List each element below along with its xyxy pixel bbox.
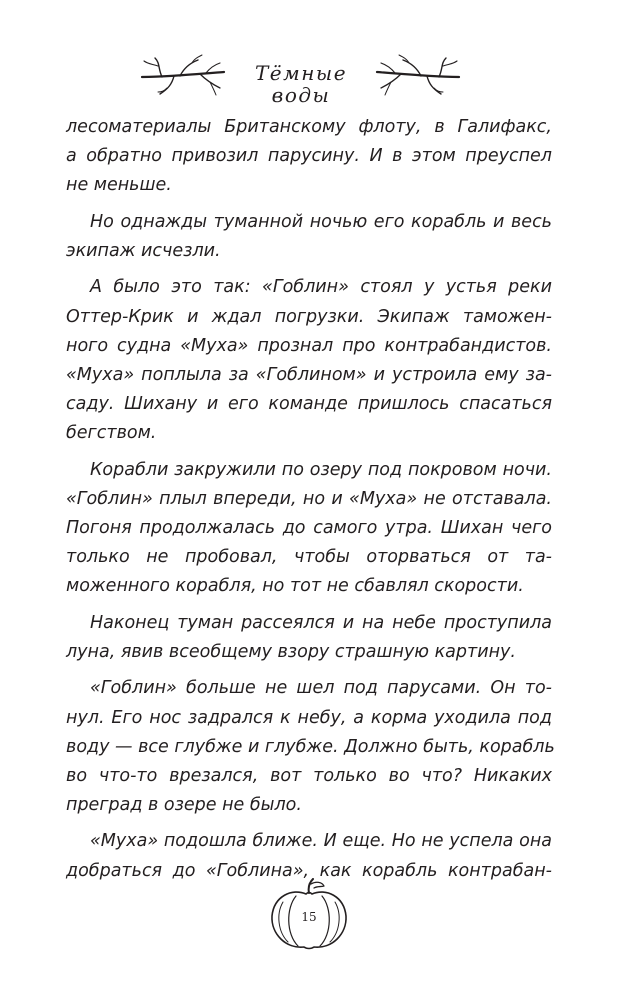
paragraph-gap xyxy=(66,602,552,609)
branch-ornament-icon xyxy=(375,54,461,98)
text-line: не меньше. xyxy=(66,175,172,196)
text-line: ного судна «Муха» прознал про контрабандистов. xyxy=(66,335,552,356)
text-line: моженного корабля, но тот не сбавлял скорости. xyxy=(66,576,524,597)
paragraph-gap xyxy=(66,448,552,455)
paragraph xyxy=(66,674,555,820)
page-number: 15 xyxy=(301,910,317,924)
text-line: «Муха» поплыла за «Гоблином» и устроила ему за- xyxy=(66,364,552,385)
text-line: «Гоблин» больше не шел под парусами. Он то- xyxy=(90,678,552,699)
text-line: только не пробовал, чтобы оторваться от та- xyxy=(66,547,552,568)
running-header xyxy=(0,52,619,107)
text-line: Погоня продолжалась до самого утра. Шихан чего xyxy=(66,518,552,538)
paragraph xyxy=(66,273,552,448)
text-line: луна, явив всеобщему взору страшную картину. xyxy=(66,641,516,662)
text-line: Оттер-Крик и ждал погрузки. Экипаж таможен- xyxy=(66,306,552,327)
text-line: преград в озере не было. xyxy=(66,795,302,816)
paragraph-gap xyxy=(66,201,552,208)
text-line: лесоматериалы Британскому флоту, в Галифакс, xyxy=(66,117,552,137)
paragraph xyxy=(66,208,552,266)
paragraph xyxy=(66,609,552,667)
text-line: воду — все глубже и глубже. Должно быть, корабль xyxy=(66,736,555,757)
paragraph-gap xyxy=(66,266,552,273)
text-line: Корабли закружили по озеру под покровом ночи. xyxy=(90,459,552,480)
page-folio xyxy=(266,878,352,952)
text-line: бегством. xyxy=(66,423,157,444)
text-line: нул. Его нос задрался к небу, а корма уходила под xyxy=(66,707,552,728)
paragraph xyxy=(66,456,552,602)
branch-ornament-icon xyxy=(140,54,226,98)
text-line: А было это так: «Гоблин» стоял у устья реки xyxy=(90,277,552,298)
text-line: Наконец туман рассеялся и на небе проступила xyxy=(90,612,552,633)
paragraph xyxy=(66,113,552,201)
text-line: «Гоблин» плыл впереди, но и «Муха» не отставала. xyxy=(66,488,552,509)
paragraph-gap xyxy=(66,820,552,827)
running-title: Тёмные воды xyxy=(254,61,348,107)
body-text xyxy=(66,113,555,886)
text-line: экипаж исчезли. xyxy=(66,240,221,261)
paragraph-gap xyxy=(66,667,552,674)
text-line: во что-то врезался, вот только во что? Никаких xyxy=(66,765,552,786)
text-line: «Муха» подошла ближе. И еще. Но не успела она xyxy=(90,831,552,852)
text-line: Но однажды туманной ночью его корабль и весь xyxy=(90,211,552,232)
text-line: добраться до «Гоблина», как корабль контрабан- xyxy=(66,860,552,881)
text-line: а обратно привозил парусину. И в этом преуспел xyxy=(66,146,552,167)
text-line: саду. Шихану и его команде пришлось спасаться xyxy=(66,394,552,415)
